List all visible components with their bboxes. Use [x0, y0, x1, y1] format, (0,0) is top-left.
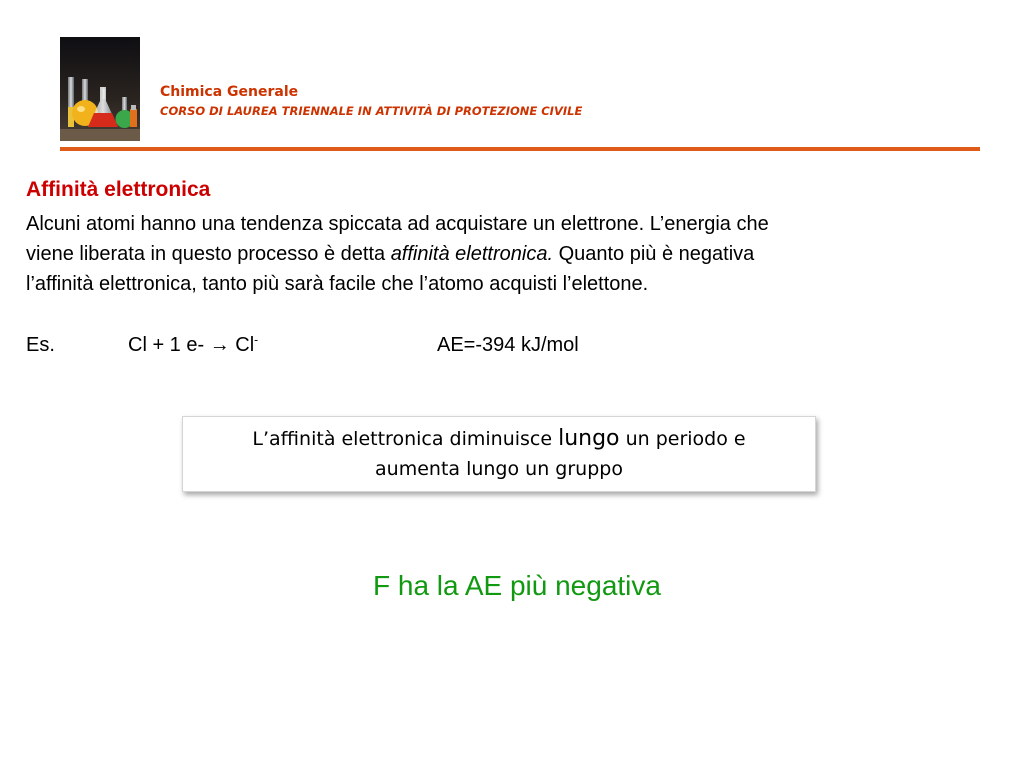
example-value: AE=-394 kJ/mol: [437, 334, 579, 356]
product: Cl: [229, 334, 255, 356]
course-title: Chimica Generale: [160, 84, 299, 100]
chemistry-flasks-icon: [60, 37, 140, 141]
body-paragraph: [26, 209, 986, 299]
reactant: Cl + 1 e-: [128, 334, 210, 356]
body-line-2-start: viene liberata in questo processo è detta: [26, 243, 391, 265]
example-reaction: [128, 334, 258, 357]
header-divider: [60, 147, 980, 151]
body-line-2: [26, 239, 986, 269]
course-subtitle: CORSO DI LAUREA TRIENNALE IN ATTIVITÀ DI PROTEZIONE CIVILE: [160, 104, 583, 118]
callout-text: [252, 424, 745, 484]
body-line-3: l’affinità elettronica, tanto più sarà facile che l’atomo acquisti l’elettone.: [26, 273, 649, 295]
callout-part-1: L’affinità elettronica diminuisce: [252, 428, 559, 450]
conclusion-text: F ha la AE più negativa: [373, 570, 661, 601]
section-heading: Affinità elettronica: [26, 178, 211, 201]
callout-box: [182, 416, 816, 492]
callout-line-2: aumenta lungo un gruppo: [375, 458, 623, 480]
course-logo: [60, 37, 140, 141]
body-line-2-end: Quanto più è negativa: [553, 243, 755, 265]
reaction-arrow-icon: →: [209, 334, 230, 356]
callout-emphasis: lungo: [558, 426, 620, 451]
example-label: Es.: [26, 334, 55, 356]
product-charge: -: [254, 332, 259, 347]
callout-part-2: un periodo e: [619, 428, 746, 450]
term-emphasis: affinità elettronica.: [390, 243, 554, 265]
body-line-1: Alcuni atomi hanno una tendenza spiccata ad acquistare un elettrone. L’energia che: [26, 213, 769, 235]
